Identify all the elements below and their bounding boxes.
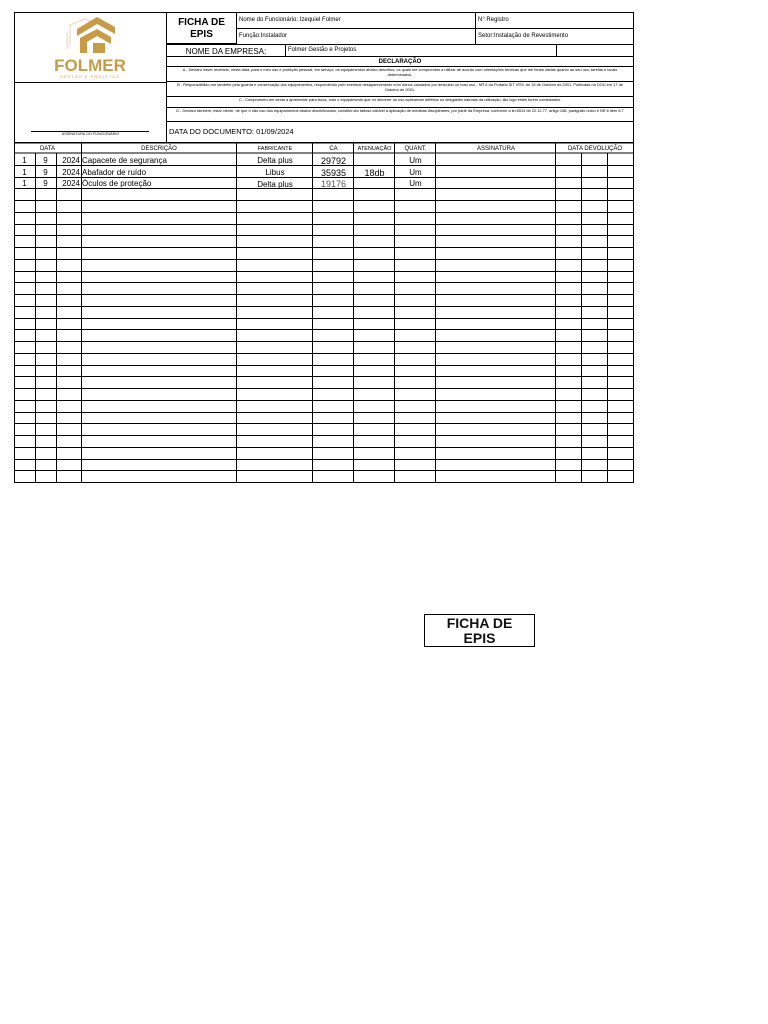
row3-descricao: Óculos de proteção <box>82 179 152 188</box>
svg-text:GESTÃO E PROJETOS: GESTÃO E PROJETOS <box>59 74 121 79</box>
row2-ca: 35935 <box>320 168 347 178</box>
col-header-ca: CA <box>329 146 338 152</box>
col-header-assinatura: ASSINATURA <box>477 146 515 152</box>
row3-day: 1 <box>22 179 27 188</box>
row1-ca: 29792 <box>320 156 347 166</box>
row1-month: 9 <box>43 156 48 165</box>
col-header-descricao: DESCRIÇÃO <box>141 146 177 152</box>
row2-month: 9 <box>43 168 48 177</box>
col-header-fabricante: FABRICANTE <box>257 146 293 152</box>
row3-ca: 19176 <box>320 179 347 189</box>
row2-atenuacao: 18db <box>364 168 385 178</box>
declaration-a: A - Declaro haver recebido, nesta data, para o meu uso e proteção pessoal, em serviço, os equipamentos abaixo descritos, os quais me comprometo a utilizar de acordo com orientações técnicas que me foram dadas quanto ao seu uso, tarefas e locais determinados. <box>166 66 634 82</box>
col-header-atenuacao: ATENUAÇÃO <box>357 146 392 152</box>
signature-label: ASSINATURA DO FUNCIONÁRIO <box>61 132 120 136</box>
row1-year: 2024 <box>62 156 80 165</box>
title-line1: FICHA DE <box>178 17 225 28</box>
stamp-line2: EPIS <box>463 630 496 646</box>
row3-year: 2024 <box>62 179 80 188</box>
empresa-value: Folmer Gestão e Projetos <box>285 44 557 57</box>
registro-field: N° Registro <box>475 12 634 29</box>
row2-day: 1 <box>22 168 27 177</box>
row1-descricao: Capacete de segurança <box>82 156 167 165</box>
row2-fabricante: Libus <box>265 168 285 177</box>
ficha-epis-stamp <box>424 614 535 647</box>
row1-quant: Um <box>409 156 422 165</box>
row1-day: 1 <box>22 156 27 165</box>
declaration-c: C - Comprometo-me ainda a apresentar para troca, todo o equipamento que no decorrer do uso apresentar defeitos ou desgastes naturais da utilização, tão logo estes forem constatados. <box>166 96 634 108</box>
row3-quant: Um <box>409 179 422 188</box>
col-header-quant: QUANT. <box>404 146 427 152</box>
row2-descricao: Abafador de ruído <box>82 168 147 177</box>
employee-name-field: Nome do Funcionário: Izequiel Folmer <box>236 12 476 29</box>
col-header-data: DATA <box>39 146 56 152</box>
funcao-field: Função:Instalador <box>236 28 476 45</box>
row3-month: 9 <box>43 179 48 188</box>
row3-fabricante: Delta plus <box>257 180 293 189</box>
row2-year: 2024 <box>62 168 80 177</box>
setor-field: Setor:Instalação de Revestimento <box>475 28 634 45</box>
declaration-title: DECLARAÇÃO <box>166 56 634 67</box>
title-line2: EPIS <box>190 29 213 40</box>
col-header-devolucao: DATA DEVOLUÇÃO <box>567 146 623 152</box>
row2-quant: Um <box>409 168 422 177</box>
stamp-line1: FICHA DE <box>446 615 513 631</box>
svg-text:FOLMER: FOLMER <box>54 56 126 75</box>
row1-fabricante: Delta plus <box>257 156 293 165</box>
declaration-d: D - Declaro também, estar ciente, de que o não uso dos equipamentos abaixo discriminados, constitui ato faltoso cabível a aplicação de medidas disciplinares, por parte da Empresa, conforme a lei 6514 de 22.12.77, artigo 158, parágrafo único e NR 6 item 6.7 <box>166 107 634 122</box>
empresa-label: NOME DA EMPRESA: <box>166 44 286 57</box>
declaration-b: B - Responsabilizo-me também pela guarda e conservação dos equipamentos, respondendo pelo eventual desaparecimento e/ou danos causados por descuido ou mau uso - NR 6 da Portaria SIT nº25, de 15 de Outubro de 2001. Publicada no DOU em 17 de Outubro de 2001. <box>166 81 634 97</box>
document-date: DATA DO DOCUMENTO: 01/09/2024 <box>166 121 634 143</box>
